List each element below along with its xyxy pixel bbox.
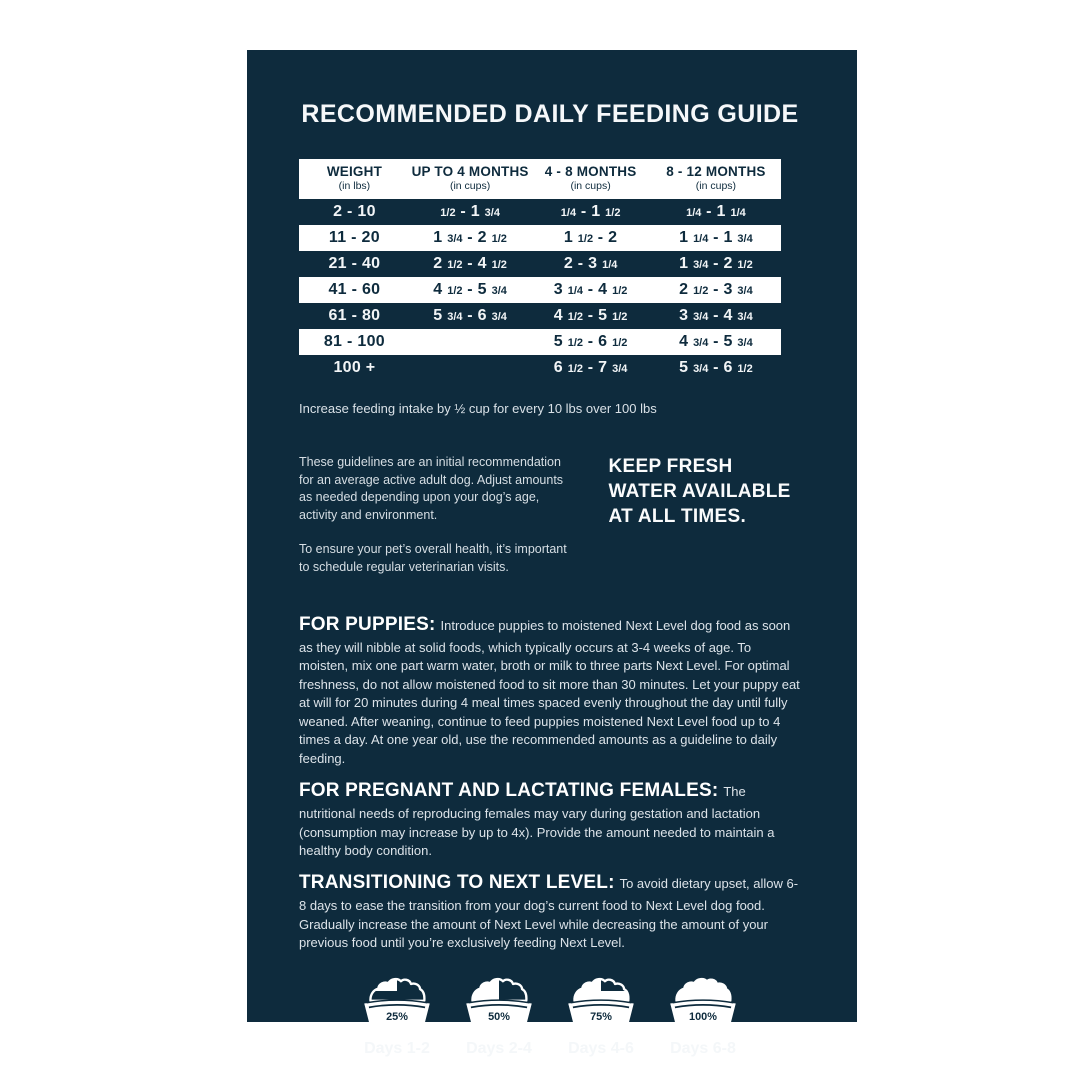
amount-cell: 5 1/2 - 6 1/2 — [553, 333, 628, 350]
column-header-unit: (in cups) — [449, 180, 491, 193]
guidelines-text — [299, 454, 571, 576]
amount-cell: 5 3/4 - 6 3/4 — [433, 307, 507, 324]
weight-cell: 11 - 20 — [328, 229, 380, 246]
amount-cell: 4 3/4 - 5 3/4 — [679, 333, 753, 350]
column-header-unit: (in lbs) — [338, 180, 371, 193]
column-header-unit: (in cups) — [695, 180, 737, 193]
amount-cell: 1/2 - 1 3/4 — [440, 203, 500, 220]
food-bowl-icon — [562, 975, 640, 1030]
feeding-table-header — [299, 159, 781, 199]
bowl-percent-label: 25% — [386, 1010, 408, 1023]
amount-cell: 1/4 - 1 1/2 — [560, 203, 621, 220]
transition-schedule — [299, 975, 801, 1059]
column-header-label: UP TO 4 MONTHS — [411, 164, 529, 180]
food-bowl-icon — [460, 975, 538, 1030]
column-header-label: 4 - 8 MONTHS — [544, 164, 637, 180]
feeding-table — [299, 159, 781, 381]
column-header-4-8-months — [530, 165, 651, 192]
section-body: Introduce puppies to moistened Next Level dog food as soon as they will nibble at solid foods, which typically occurs at 3-4 weeks of age. To moisten, mix one part warm water, broth or milk to three parts Next Level. For optimal freshness, do not allow moistened food to sit more than 30 minutes. Let your puppy eat at will for 20 minutes during 4 meal times spaced evenly throughout the day until fully weaned. After weaning, continue to feed puppies moistened Next Level food up to 4 times a day. At one year old, use the recommended amounts as a guideline to daily feeding. — [299, 618, 800, 766]
section-transitioning — [299, 870, 801, 952]
table-row — [299, 225, 781, 251]
column-header-label: WEIGHT — [326, 164, 383, 180]
amount-cell: 1 1/4 - 1 3/4 — [679, 229, 753, 246]
section-body: The nutritional needs of reproducing females may vary during gestation and lactation (consumption may increase by up to 4x). Provide the amount needed to maintain a healthy body condition. — [299, 784, 775, 859]
guidelines-paragraph: These guidelines are an initial recommendation for an average active adult dog. Adjust amounts as needed depending upon your dog’s age, activity and environment. — [299, 455, 564, 522]
vet-paragraph: To ensure your pet’s overall health, it’s important to schedule regular veterinarian visits. — [299, 542, 567, 574]
amount-cell: 1/4 - 1 1/4 — [686, 203, 746, 220]
section-heading: TRANSITIONING TO NEXT LEVEL: — [299, 872, 615, 894]
transition-step — [664, 975, 742, 1059]
section-pregnant-lactating — [299, 778, 801, 860]
amount-cell: 3 1/4 - 4 1/2 — [553, 281, 628, 298]
amount-cell: 2 - 3 1/4 — [563, 255, 618, 272]
weight-cell: 41 - 60 — [328, 281, 381, 298]
weight-cell: 81 - 100 — [323, 333, 385, 350]
amount-cell: 4 1/2 - 5 3/4 — [433, 281, 507, 298]
column-header-unit: (in cups) — [570, 180, 611, 193]
amount-cell: 6 1/2 - 7 3/4 — [553, 359, 628, 376]
table-row — [299, 303, 781, 329]
amount-cell: 1 1/2 - 2 — [563, 229, 618, 246]
weight-cell: 21 - 40 — [328, 255, 381, 272]
column-header-up-to-4-months — [410, 165, 531, 192]
column-header-label: 8 - 12 MONTHS — [666, 164, 766, 180]
weight-cell: 61 - 80 — [328, 307, 381, 324]
table-row — [299, 199, 781, 225]
table-row — [299, 277, 781, 303]
amount-cell: 1 3/4 - 2 1/2 — [679, 255, 753, 272]
amount-cell: 2 1/2 - 3 3/4 — [679, 281, 753, 298]
transition-days-label: Days 1-2 — [364, 1040, 430, 1058]
amount-cell: 3 3/4 - 4 3/4 — [679, 307, 753, 324]
food-bowl-icon — [664, 975, 742, 1030]
weight-cell: 100 + — [333, 359, 376, 376]
transition-step — [562, 975, 640, 1059]
column-header-8-12-months — [651, 165, 781, 192]
info-sections — [299, 612, 801, 953]
food-bowl-icon — [358, 975, 436, 1030]
table-row — [299, 251, 781, 277]
table-row — [299, 355, 781, 381]
overage-note: Increase feeding intake by ½ cup for every 10 lbs over 100 lbs — [299, 401, 657, 416]
amount-cell: 4 1/2 - 5 1/2 — [553, 307, 628, 324]
water-notice: KEEP FRESH WATER AVAILABLE AT ALL TIMES. — [608, 456, 791, 528]
section-heading: FOR PUPPIES: — [299, 614, 436, 635]
table-row — [299, 329, 781, 355]
section-heading: FOR PREGNANT AND LACTATING FEMALES: — [299, 780, 719, 802]
bowl-percent-label: 50% — [488, 1010, 510, 1023]
column-header-weight — [299, 165, 410, 192]
feeding-guide-panel — [247, 50, 857, 1058]
guidelines-row — [299, 454, 801, 576]
section-body: To avoid dietary upset, allow 6-8 days to ease the transition from your dog’s current food to Next Level dog food. Gradually increase the amount of Next Level while decreasing the amount of your previous food until you’re exclusively feeding Next Level. — [299, 876, 799, 951]
feeding-table-body — [299, 199, 781, 381]
transition-step — [460, 975, 538, 1059]
page-title: RECOMMENDED DAILY FEEDING GUIDE — [301, 100, 799, 128]
transition-step — [358, 975, 436, 1059]
section-for-puppies — [299, 612, 801, 768]
amount-cell: 1 3/4 - 2 1/2 — [433, 229, 507, 246]
bowl-percent-label: 100% — [689, 1010, 717, 1023]
transition-days-label: Days 2-4 — [466, 1040, 532, 1058]
weight-cell: 2 - 10 — [333, 203, 376, 220]
amount-cell: 2 1/2 - 4 1/2 — [433, 255, 507, 272]
bowl-percent-label: 75% — [590, 1010, 612, 1023]
transition-days-label: Days 6-8 — [670, 1040, 736, 1058]
transition-days-label: Days 4-6 — [568, 1040, 634, 1058]
amount-cell: 5 3/4 - 6 1/2 — [679, 359, 753, 376]
